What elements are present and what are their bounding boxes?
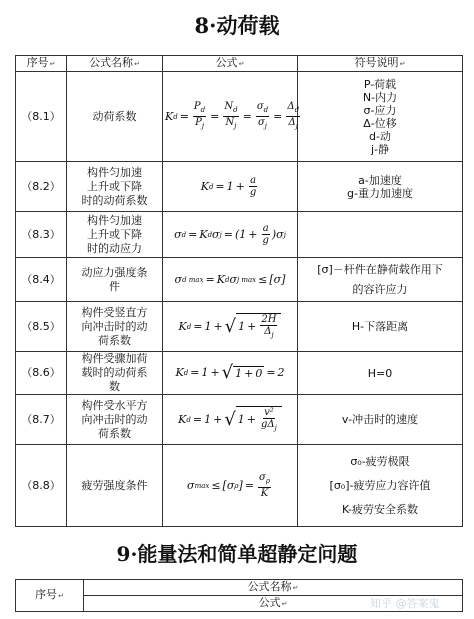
row-formula xyxy=(163,162,298,212)
row-formula xyxy=(163,302,298,352)
table-row xyxy=(16,302,463,352)
header-no: 序号↵ xyxy=(16,580,84,612)
row-no: （8.2） xyxy=(16,162,67,212)
table-row xyxy=(16,212,463,258)
row-symbols xyxy=(298,212,463,258)
row-formula xyxy=(163,445,298,527)
section-8-title: 8·动荷载 xyxy=(194,13,280,38)
row-symbols: H=0 xyxy=(298,352,463,395)
row-no: （8.7） xyxy=(16,395,67,445)
row-name: 构件匀加速 上升或下降 时的动荷系数 xyxy=(67,162,163,212)
watermark: 知乎 @答案鬼 xyxy=(370,597,440,610)
row-symbols: σ₀-疲劳极限 [σ₀]-疲劳应力容许值 K-疲劳安全系数 xyxy=(298,445,463,527)
formula-8-5: K d = 1 + √ 1 + $\frac{2H}{\Delta_j}$ xyxy=(179,313,282,341)
formula-8-8: σ max ≤ [σ ρ ] = $\frac{\sigma_\rho}{K}$ xyxy=(187,472,270,499)
row-formula xyxy=(163,258,298,302)
formula-8-7: K d = 1 + √ 1 + $\frac{\text{v²}}{g\Delta_j}$ xyxy=(178,406,282,434)
header-no: 序号↵ xyxy=(16,56,67,72)
row-no: （8.5） xyxy=(16,302,67,352)
formula-8-1: K d = $\frac{P_d}{P_j}$ = $\frac{N_d}{N_j}$ = $\frac{\sigma_d}{\sigma_j}$ = $\frac{\Delta_d}{\Delta_j}$ xyxy=(165,101,300,130)
row-name: 构件匀加速 上升或下降 时的动应力 xyxy=(67,212,163,258)
row-name: 疲劳强度条件 xyxy=(67,445,163,527)
row-symbols: a-加速度 g-重力加速度 xyxy=(298,162,463,212)
row-name: 构件受竖直方 向冲击时的动 荷系数 xyxy=(67,302,163,352)
table-row xyxy=(16,395,463,445)
formula-8-6: K d = 1 + √ 1 + 0 = 2 xyxy=(175,362,285,383)
row-name: 构件受水平方 向冲击时的动 荷系数 xyxy=(67,395,163,445)
row-name: 动应力强度条 件 xyxy=(67,258,163,302)
section-9-title: 9·能量法和简单超静定问题 xyxy=(116,542,358,566)
header-name: 公式名称↵ xyxy=(84,580,463,596)
row-symbols: [σ]－杆件在静荷载作用下 的容许应力 xyxy=(298,258,463,302)
table-row xyxy=(16,258,463,302)
table-row xyxy=(16,352,463,395)
row-no: （8.1） xyxy=(16,72,67,162)
dynamic-load-formula-table xyxy=(15,55,463,527)
row-name: 构件受骤加荷 载时的动荷系 数 xyxy=(67,352,163,395)
table-row xyxy=(16,445,463,527)
table-header-row xyxy=(16,56,463,72)
row-symbols: H-下落距离 xyxy=(298,302,463,352)
formula-8-2: K d = 1 + $\frac{a}{g}$ xyxy=(200,175,257,198)
row-formula xyxy=(163,72,298,162)
header-symbols: 符号说明↵ xyxy=(298,56,463,72)
header-formula: 公式↵ xyxy=(84,596,463,612)
row-no: （8.6） xyxy=(16,352,67,395)
row-no: （8.3） xyxy=(16,212,67,258)
row-symbols: P-荷载 N-内力 σ-应力 Δ-位移 d-动 j-静 xyxy=(298,72,463,162)
header-name: 公式名称↵ xyxy=(67,56,163,72)
row-no: （8.8） xyxy=(16,445,67,527)
formula-8-3: σ d = K d σ j = (1 + $\frac{a}{g}$ )σ j xyxy=(174,223,286,246)
table-row xyxy=(16,162,463,212)
row-formula xyxy=(163,212,298,258)
table-row xyxy=(16,72,463,162)
row-symbols: v-冲击时的速度 xyxy=(298,395,463,445)
row-no: （8.4） xyxy=(16,258,67,302)
formula-8-4: σ d max = K d σ j max ≤ [σ] xyxy=(174,272,286,286)
row-name: 动荷系数 xyxy=(67,72,163,162)
row-formula xyxy=(163,352,298,395)
header-formula: 公式↵ xyxy=(163,56,298,72)
row-formula xyxy=(163,395,298,445)
